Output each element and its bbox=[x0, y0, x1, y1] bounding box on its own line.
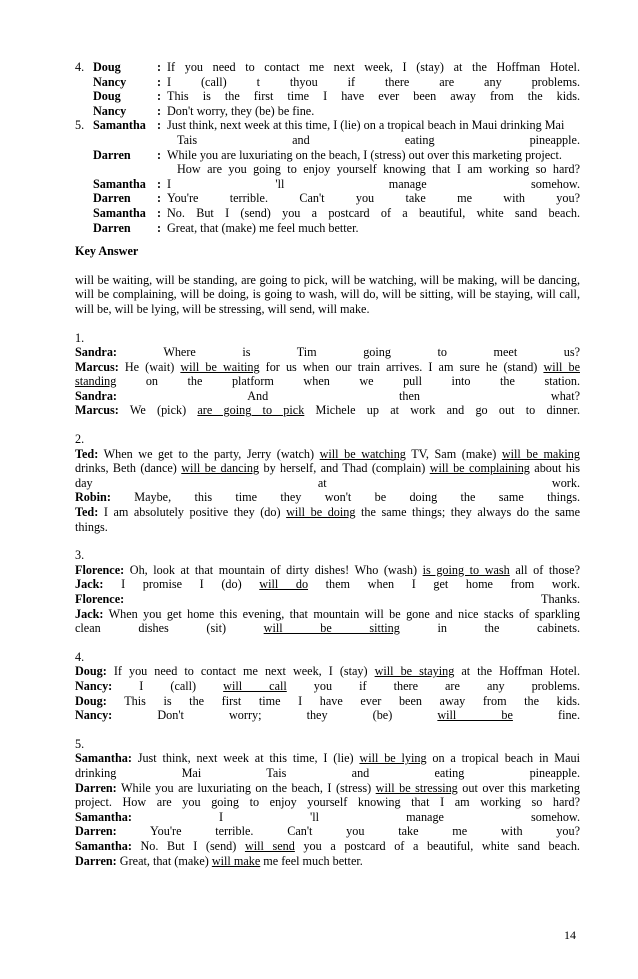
answer-underlined: will be watching bbox=[319, 446, 406, 461]
answer-blocks bbox=[75, 331, 580, 869]
speaker-colon: : bbox=[157, 74, 162, 89]
dialogue-text: Tais and eating pineapple. bbox=[177, 132, 580, 147]
exercise-number bbox=[75, 89, 93, 104]
speaker-colon: : bbox=[157, 147, 162, 162]
speaker-name: Darren bbox=[93, 147, 131, 162]
dialogue-text: project. How are you going to enjoy yourself knowing that I am working so hard? bbox=[75, 795, 580, 810]
dialogue-line bbox=[75, 563, 580, 578]
dialogue-line bbox=[75, 810, 580, 825]
answer-block-number: 3. bbox=[75, 548, 85, 563]
answer-underlined: will be staying bbox=[374, 664, 455, 679]
exercise-line bbox=[75, 221, 580, 236]
exercise-number bbox=[75, 133, 93, 148]
dialogue-line bbox=[75, 577, 580, 592]
speaker-name: Jack: bbox=[75, 577, 104, 592]
dialogue-line bbox=[75, 751, 580, 766]
document-page bbox=[75, 60, 580, 882]
dialogue-text: Great, that (make) me feel much better. bbox=[167, 220, 359, 235]
dialogue-text: When you get home this evening, that mountain will be gone and nice stacks of sparkling bbox=[103, 606, 580, 621]
dialogue-line bbox=[75, 490, 580, 505]
speaker-name: Darren: bbox=[75, 853, 117, 868]
speaker-name: Ted: bbox=[75, 505, 99, 520]
exercise-number bbox=[75, 75, 93, 90]
dialogue-line bbox=[75, 824, 580, 839]
dialogue-text: This is the first time I have ever been away from the kids. bbox=[106, 693, 580, 708]
dialogue-text: I (call) t thyou if there are any problems. bbox=[167, 74, 580, 89]
dialogue-line bbox=[75, 621, 580, 636]
dialogue-line bbox=[75, 854, 580, 869]
speaker-name: Nancy: bbox=[75, 678, 113, 693]
exercise-line bbox=[75, 206, 580, 221]
dialogue-text: Where is Tim going to meet us? bbox=[117, 345, 580, 360]
dialogue-text: day at work. bbox=[75, 475, 580, 490]
answer-block-number: 5. bbox=[75, 736, 85, 751]
answer-underlined: is going to wash bbox=[422, 562, 510, 577]
dialogue-text: all of those? bbox=[509, 562, 580, 577]
answer-underlined: will call bbox=[223, 678, 287, 693]
exercise-line bbox=[75, 89, 580, 104]
dialogue-text: If you need to contact me next week, I (stay) bbox=[106, 664, 375, 679]
answer-underlined: will be sitting bbox=[263, 621, 400, 636]
answer-block-number: 2. bbox=[75, 432, 85, 447]
answer-underlined: are going to pick bbox=[197, 403, 305, 418]
answer-underlined: will be lying bbox=[359, 751, 427, 766]
speaker-colon: : bbox=[157, 103, 162, 118]
exercise-number: 4. bbox=[75, 60, 85, 74]
answer-block-number: 1. bbox=[75, 330, 85, 345]
exercise-line bbox=[75, 75, 580, 90]
answer-underlined: will be doing bbox=[286, 505, 356, 520]
dialogue-line bbox=[75, 708, 580, 723]
dialogue-text: This is the first time I have ever been away from the kids. bbox=[167, 89, 580, 104]
answer-underlined: will do bbox=[259, 577, 309, 592]
exercise-number: 5. bbox=[75, 118, 85, 133]
speaker-colon: : bbox=[157, 118, 162, 133]
speaker-name: Doug bbox=[93, 60, 121, 74]
dialogue-text: by herself, and Thad (complain) bbox=[259, 461, 430, 476]
speaker-name: Samantha bbox=[93, 176, 146, 191]
exercise-number bbox=[75, 221, 93, 236]
exercise-number bbox=[75, 191, 93, 206]
dialogue-text: Michele up at work and go out to dinner. bbox=[304, 403, 580, 418]
answer-underlined: standing bbox=[75, 374, 117, 389]
dialogue-text: for us when our train arrives. I am sure he (stand) bbox=[259, 359, 544, 374]
answer-underlined: will be making bbox=[501, 446, 580, 461]
dialogue-line bbox=[75, 360, 580, 375]
dialogue-line bbox=[75, 520, 580, 535]
answer-underlined: will send bbox=[244, 838, 295, 853]
speaker-name: Samantha bbox=[93, 118, 146, 133]
dialogue-text: in the cabinets. bbox=[399, 621, 581, 636]
exercise-dialogue bbox=[75, 60, 580, 235]
speaker-colon: : bbox=[157, 176, 162, 191]
dialogue-line bbox=[75, 795, 580, 810]
exercise-line bbox=[75, 118, 580, 133]
dialogue-text: at the Hoffman Hotel. bbox=[454, 664, 580, 679]
dialogue-text: While you are luxuriating on the beach, I (stress) bbox=[116, 780, 376, 795]
exercise-line bbox=[75, 60, 580, 75]
speaker-name bbox=[93, 162, 157, 177]
speaker-name: Sandra: bbox=[75, 388, 117, 403]
dialogue-text: Don't worry, they (be) be fine. bbox=[167, 103, 315, 118]
speaker-name: Sandra: bbox=[75, 345, 117, 360]
dialogue-text: Oh, look at that mountain of dirty dishes! Who (wash) bbox=[124, 562, 423, 577]
dialogue-text: While you are luxuriating on the beach, I (stress) out over this marketing project. bbox=[167, 147, 562, 162]
speaker-name: Samantha: bbox=[75, 809, 132, 824]
speaker-name: Florence: bbox=[75, 592, 125, 606]
speaker-name: Robin: bbox=[75, 490, 111, 505]
answer-underlined: will make bbox=[211, 853, 261, 868]
dialogue-line bbox=[75, 679, 580, 694]
dialogue-text: I (call) bbox=[112, 678, 224, 693]
speaker-name bbox=[93, 133, 157, 148]
speaker-colon: : bbox=[157, 89, 162, 104]
dialogue-line bbox=[75, 607, 580, 622]
dialogue-text: drinks, Beth (dance) bbox=[75, 461, 182, 476]
dialogue-text: out over this marketing bbox=[457, 780, 580, 795]
dialogue-text: about his bbox=[529, 461, 580, 476]
dialogue-text: Great, that (make) bbox=[116, 853, 212, 868]
answer-underlined: will be bbox=[543, 359, 580, 374]
dialogue-text: you a postcard of a beautiful, white sand beach. bbox=[294, 838, 580, 853]
speaker-name: Samantha: bbox=[75, 838, 132, 853]
dialogue-text: things. bbox=[75, 519, 108, 534]
dialogue-line bbox=[75, 781, 580, 796]
speaker-colon: : bbox=[157, 220, 162, 235]
dialogue-text: Just think, next week at this time, I (lie) on a tropical beach in Maui drinking Mai bbox=[167, 118, 565, 133]
dialogue-text: TV, Sam (make) bbox=[405, 446, 502, 461]
dialogue-text: them when I get home from work. bbox=[308, 577, 581, 592]
speaker-colon: : bbox=[157, 205, 162, 220]
answer-block bbox=[75, 650, 580, 723]
dialogue-text: on the platform when we pull into the station. bbox=[116, 374, 580, 389]
speaker-name: Darren bbox=[93, 191, 131, 206]
dialogue-text: Don't worry; they (be) bbox=[112, 708, 438, 723]
speaker-name: Jack: bbox=[75, 606, 104, 621]
dialogue-text: clean dishes (sit) bbox=[75, 621, 264, 636]
answer-underlined: will be stressing bbox=[375, 780, 458, 795]
key-answer-text: will be waiting, will be standing, are going to pick, will be watching, will be making, will be dancing, will be complaining, will be doing, is going to wash, will do, will be sitting, will be staying, will call, will be, will be lying, will be stressing, will send, will make. bbox=[75, 272, 580, 316]
dialogue-text: Thanks. bbox=[124, 592, 580, 606]
dialogue-line bbox=[75, 592, 580, 607]
dialogue-text: No. But I (send) bbox=[131, 838, 245, 853]
answer-block-number: 4. bbox=[75, 649, 85, 664]
dialogue-text: I am absolutely positive they (do) bbox=[98, 505, 287, 520]
speaker-name: Doug: bbox=[75, 664, 107, 679]
dialogue-line bbox=[75, 345, 580, 360]
exercise-line bbox=[75, 104, 580, 119]
speaker-name: Marcus: bbox=[75, 359, 119, 374]
dialogue-text: We (pick) bbox=[118, 403, 198, 418]
dialogue-line bbox=[75, 461, 580, 476]
dialogue-line bbox=[75, 664, 580, 679]
answer-block bbox=[75, 737, 580, 868]
dialogue-text: If you need to contact me next week, I (stay) at the Hoffman Hotel. bbox=[167, 60, 580, 74]
speaker-name: Nancy: bbox=[75, 708, 113, 723]
dialogue-line bbox=[75, 389, 580, 404]
dialogue-text: You're terrible. Can't you take me with you? bbox=[167, 191, 580, 206]
speaker-colon: : bbox=[157, 191, 162, 206]
speaker-name: Doug: bbox=[75, 693, 107, 708]
dialogue-text: the same things; they always do the same bbox=[355, 505, 580, 520]
answer-underlined: will be bbox=[437, 708, 513, 723]
answer-underlined: will be waiting bbox=[180, 359, 260, 374]
exercise-number bbox=[75, 206, 93, 221]
exercise-line bbox=[75, 177, 580, 192]
speaker-name: Florence: bbox=[75, 562, 125, 577]
answer-block bbox=[75, 432, 580, 534]
dialogue-line bbox=[75, 447, 580, 462]
dialogue-text: You're terrible. Can't you take me with you? bbox=[116, 824, 580, 839]
dialogue-line bbox=[75, 694, 580, 709]
speaker-name: Nancy bbox=[93, 103, 127, 118]
exercise-line bbox=[75, 133, 580, 148]
dialogue-text: on a tropical beach in Maui bbox=[426, 751, 580, 766]
dialogue-line bbox=[75, 374, 580, 389]
exercise-line bbox=[75, 191, 580, 206]
dialogue-text: drinking Mai Tais and eating pineapple. bbox=[75, 765, 580, 780]
answer-block bbox=[75, 548, 580, 636]
key-answer-list bbox=[75, 273, 580, 317]
dialogue-line bbox=[75, 839, 580, 854]
dialogue-text: How are you going to enjoy yourself knowing that I am working so hard? bbox=[177, 162, 580, 177]
speaker-name: Darren: bbox=[75, 824, 117, 839]
speaker-name: Darren bbox=[93, 220, 131, 235]
exercise-number bbox=[75, 148, 93, 163]
exercise-number bbox=[75, 162, 93, 177]
exercise-line bbox=[75, 148, 580, 163]
speaker-colon bbox=[157, 162, 167, 177]
dialogue-text: He (wait) bbox=[118, 359, 181, 374]
speaker-colon: : bbox=[157, 60, 162, 74]
key-answer-title: Key Answer bbox=[75, 244, 139, 259]
speaker-name: Samantha bbox=[93, 205, 146, 220]
answer-block bbox=[75, 331, 580, 419]
speaker-name: Darren: bbox=[75, 780, 117, 795]
dialogue-line bbox=[75, 476, 580, 491]
page-number: 14 bbox=[564, 928, 576, 942]
dialogue-text: When we get to the party, Jerry (watch) bbox=[98, 446, 320, 461]
speaker-name: Doug bbox=[93, 89, 121, 104]
speaker-name: Nancy bbox=[93, 74, 127, 89]
answer-underlined: will be dancing bbox=[181, 461, 260, 476]
dialogue-text: No. But I (send) you a postcard of a beautiful, white sand beach. bbox=[167, 205, 580, 220]
exercise-line bbox=[75, 162, 580, 177]
dialogue-text: I promise I (do) bbox=[103, 577, 260, 592]
speaker-name: Ted: bbox=[75, 446, 99, 461]
speaker-name: Marcus: bbox=[75, 403, 119, 418]
speaker-colon bbox=[157, 133, 167, 148]
dialogue-line bbox=[75, 505, 580, 520]
dialogue-text: I 'll manage somehow. bbox=[131, 809, 580, 824]
dialogue-text: Just think, next week at this time, I (lie) bbox=[131, 751, 360, 766]
dialogue-text: And then what? bbox=[117, 388, 580, 403]
dialogue-text: me feel much better. bbox=[260, 853, 363, 868]
answer-underlined: will be complaining bbox=[429, 461, 530, 476]
dialogue-line bbox=[75, 403, 580, 418]
dialogue-text: Maybe, this time they won't be doing the same things. bbox=[110, 490, 580, 505]
speaker-name: Samantha: bbox=[75, 751, 132, 766]
dialogue-text: you if there are any problems. bbox=[286, 678, 580, 693]
dialogue-text: I 'll manage somehow. bbox=[167, 176, 580, 191]
exercise-number bbox=[75, 104, 93, 119]
dialogue-text: fine. bbox=[512, 708, 581, 723]
exercise-number bbox=[75, 177, 93, 192]
dialogue-line bbox=[75, 766, 580, 781]
